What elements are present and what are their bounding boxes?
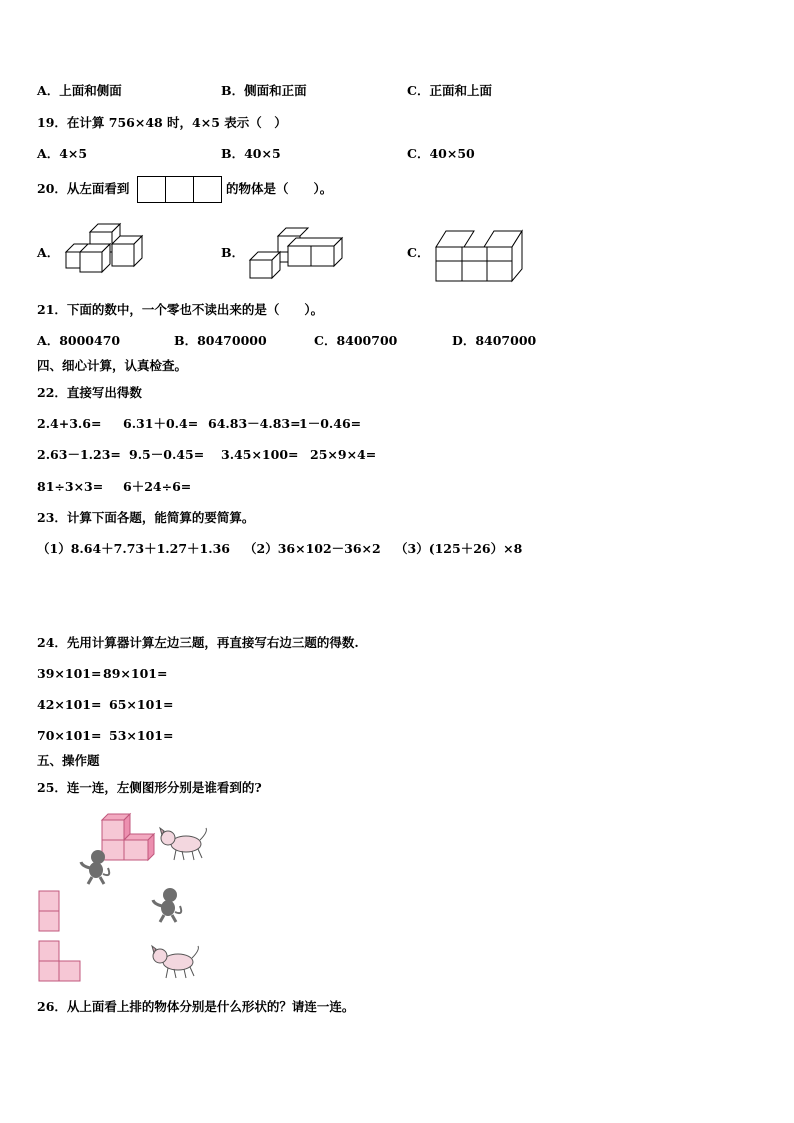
section4-title: 四、细心计算，认真检查。 [37, 358, 188, 373]
q22-item: 81÷3×3= [37, 479, 104, 494]
dog-body [163, 954, 193, 970]
q22-item: 2.4+3.6= [37, 416, 102, 431]
cube [462, 247, 487, 281]
q18-option-c-label: C． [407, 83, 430, 98]
q19-option-c-text: 40×50 [429, 146, 475, 161]
q18-option-b[interactable] [221, 83, 307, 99]
cube [280, 252, 288, 262]
pink-cube [124, 840, 148, 860]
dog-tail [200, 828, 206, 840]
view-square [39, 961, 59, 981]
dog-leg [184, 969, 186, 978]
q22-item: 1－0.46= [299, 416, 362, 431]
q22-item: 25×9×4= [310, 447, 377, 462]
monkey-tail [103, 868, 109, 875]
q21-option-c[interactable] [314, 333, 397, 349]
q19-option-b-label: B． [221, 146, 245, 161]
q26-question: 26．从上面看上排的物体分别是什么形状的？请连一连。 [37, 999, 355, 1014]
q22-question: 22．直接写出得数 [37, 385, 142, 400]
view-square-3 [194, 177, 222, 203]
q20-option-a-label[interactable]: A． [37, 245, 60, 260]
view-square-2 [166, 177, 194, 203]
q22-item: 3.45×100= [221, 447, 299, 462]
q23-question: 23．计算下面各题，能简算的要简算。 [37, 510, 255, 525]
monkey-head [91, 850, 105, 864]
q21-option-d-text: 8407000 [475, 333, 537, 348]
q21-option-a-text: 8000470 [59, 333, 121, 348]
monkey-tail [175, 906, 181, 913]
q22-item: 6＋24÷6= [123, 479, 192, 494]
q21-option-d[interactable] [452, 333, 536, 349]
q18-option-c[interactable] [407, 83, 492, 99]
q25-question: 25．连一连，左侧图形分别是谁看到的? [37, 780, 262, 795]
q19-option-a-label: A． [37, 146, 60, 161]
q24-item: 65×101= [109, 697, 174, 712]
monkey-body [161, 900, 175, 916]
section5-title: 五、操作题 [37, 753, 100, 768]
q21-option-b-text: 80470000 [197, 333, 267, 348]
q22-item: 64.83－4.83= [208, 416, 301, 431]
q20-option-a-cubes[interactable] [62, 222, 152, 272]
monkey-arm [153, 900, 162, 906]
cube [80, 252, 102, 272]
q21-question: 21．下面的数中，一个零也不读出来的是（ ）。 [37, 302, 324, 317]
q19-option-c[interactable] [407, 146, 475, 162]
q24-item: 70×101= [37, 728, 102, 743]
dog-leg [198, 849, 202, 858]
dog-body [171, 836, 201, 852]
monkey-head [163, 888, 177, 902]
q21-option-d-label: D． [452, 333, 476, 348]
q20-option-c-label[interactable]: C． [407, 245, 430, 260]
monkey-body [89, 862, 103, 878]
cube [278, 228, 308, 236]
q20-option-b-cubes[interactable] [248, 226, 350, 280]
q19-option-c-label: C． [407, 146, 430, 161]
monkey-arm [81, 862, 90, 868]
view-square-1 [138, 177, 166, 203]
q18-option-c-text: 正面和上面 [429, 83, 492, 98]
view-square [39, 891, 59, 911]
cube [250, 260, 272, 278]
q23-item-3: （3）(125＋26）×8 [395, 541, 523, 556]
cube [112, 244, 134, 266]
q18-option-b-text: 侧面和正面 [244, 83, 307, 98]
q22-item: 6.31＋0.4= [123, 416, 199, 431]
q18-option-a[interactable] [37, 83, 122, 99]
q24-item: 39×101= [37, 666, 102, 681]
q20-left-view-figure [137, 176, 223, 204]
dog-leg [174, 850, 176, 860]
q24-item: 42×101= [37, 697, 102, 712]
q21-option-a[interactable] [37, 333, 120, 349]
q21-option-a-label: A． [37, 333, 60, 348]
dog-leg [190, 967, 194, 976]
monkey-leg [160, 915, 176, 922]
dog-icon[interactable] [150, 944, 202, 980]
q22-item: 2.63－1.23= [37, 447, 121, 462]
q21-option-b[interactable] [174, 333, 267, 349]
q18-option-a-label: A． [37, 83, 60, 98]
q25-view-l-shape[interactable] [38, 940, 84, 984]
q19-option-b-text: 40×5 [244, 146, 281, 161]
cube [487, 247, 512, 281]
q24-question: 24．先用计算器计算左边三题，再直接写右边三题的得数. [37, 635, 359, 650]
dog-tail [192, 946, 198, 958]
q19-option-a-text: 4×5 [59, 146, 88, 161]
q20-prefix: 20．从左面看到 [37, 181, 130, 196]
q18-option-b-label: B． [221, 83, 245, 98]
cube [288, 246, 311, 266]
q23-item-1: （1）8.64＋7.73＋1.27＋1.36 [37, 541, 230, 556]
q20-option-c-cubes[interactable] [434, 229, 526, 283]
q18-option-a-text: 上面和侧面 [59, 83, 122, 98]
q19-option-a[interactable] [37, 146, 87, 162]
cube [311, 246, 334, 266]
q24-item: 89×101= [103, 666, 168, 681]
dog-leg [192, 851, 194, 860]
q19-option-b[interactable] [221, 146, 281, 162]
pink-cube [102, 820, 124, 840]
q24-item: 53×101= [109, 728, 174, 743]
q21-option-c-label: C． [314, 333, 337, 348]
cube [436, 247, 462, 281]
view-square [39, 941, 59, 961]
cube [288, 238, 342, 246]
q20-suffix: 的物体是（ ）。 [226, 181, 333, 196]
q21-option-b-label: B． [174, 333, 198, 348]
view-square [59, 961, 80, 981]
dog-leg [166, 968, 168, 978]
q21-option-c-text: 8400700 [336, 333, 398, 348]
q22-item: 9.5－0.45= [129, 447, 205, 462]
q19-question: 19．在计算 756×48 时，4×5 表示（ ） [37, 115, 287, 130]
monkey-icon[interactable] [150, 886, 186, 924]
dog-icon [158, 826, 210, 862]
monkey-leg [88, 877, 104, 884]
monkey-icon [78, 848, 114, 886]
q25-view-vertical[interactable] [38, 890, 62, 934]
q23-item-2: （2）36×102－36×2 [244, 541, 381, 556]
cube [436, 231, 474, 247]
q20-option-b-label[interactable]: B． [221, 245, 245, 260]
view-square [39, 911, 59, 931]
